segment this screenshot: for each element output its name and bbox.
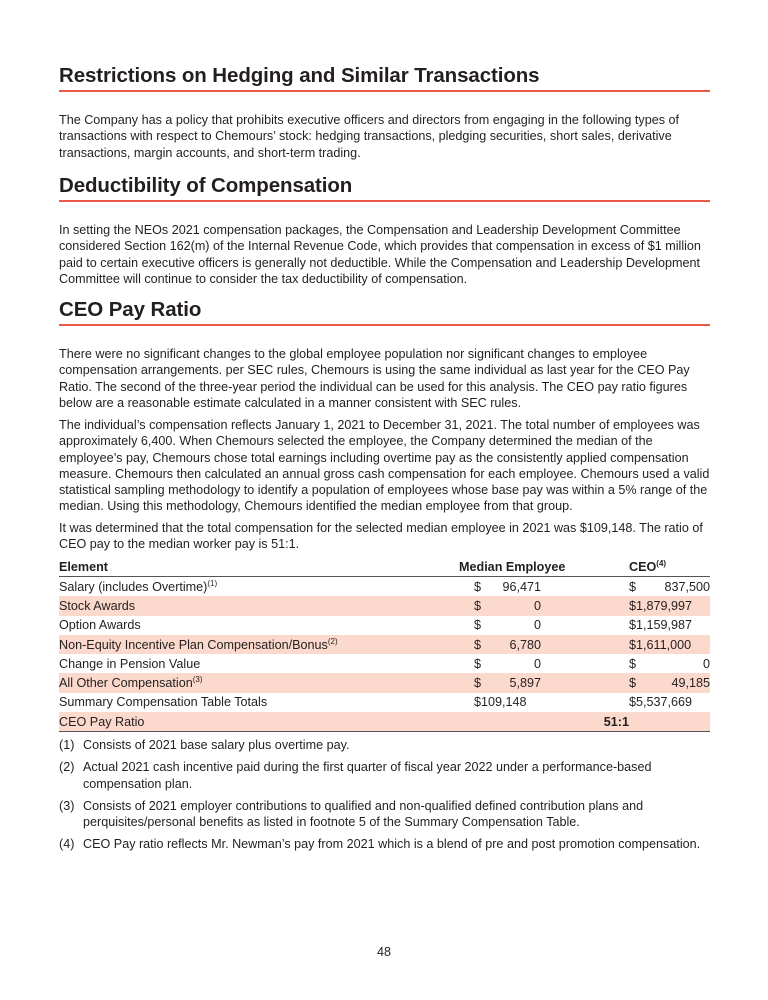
row-element-label: Non-Equity Incentive Plan Compensation/Bonus bbox=[59, 637, 328, 652]
median-currency: $ bbox=[474, 579, 482, 594]
median-currency: $ bbox=[474, 676, 482, 691]
ceo-currency: $ bbox=[629, 598, 637, 613]
ceo-value: 1,611,000 bbox=[636, 637, 692, 652]
row-ceo-cell bbox=[629, 673, 710, 692]
row-element-cell bbox=[59, 693, 459, 712]
table-row bbox=[59, 616, 710, 635]
ceo-value: 837,500 bbox=[664, 579, 710, 594]
table-body bbox=[59, 577, 710, 732]
ceo-value: 0 bbox=[702, 656, 710, 671]
ceo-value: 1,159,987 bbox=[636, 618, 693, 633]
median-currency: $ bbox=[474, 656, 482, 671]
deductibility-paragraph: In setting the NEOs 2021 compensation packages, the Compensation and Leadership Development Committee considered Section 162(m) of the Internal Revenue Code, which provides that compensation in excess of $1 million paid to certain executive officers is generally not deductible. While the Compensation and Leadership Development Committee will continue to consider the tax deductibility of compensation. bbox=[59, 223, 701, 286]
row-median-cell bbox=[459, 596, 629, 615]
table-row bbox=[59, 673, 710, 692]
row-ceo-cell bbox=[629, 693, 710, 712]
row-element-label: Summary Compensation Table Totals bbox=[59, 695, 268, 710]
row-element-label: Stock Awards bbox=[59, 598, 136, 613]
ratio-empty-cell bbox=[629, 712, 710, 732]
footnote-item bbox=[59, 798, 710, 831]
column-header-ceo bbox=[629, 556, 710, 577]
footnote-text: Consists of 2021 employer contributions to qualified and non-qualified defined contribution plans and perquisites/personal benefits as listed in footnote 5 of the Summary Compensation Table. bbox=[83, 798, 644, 830]
median-value: 6,780 bbox=[509, 637, 541, 652]
footnote-text: Actual 2021 cash incentive paid during the first quarter of fiscal year 2022 under a performance-based compensation plan. bbox=[83, 760, 652, 791]
footnote-item bbox=[59, 759, 710, 792]
column-header-median-employee: Median Employee bbox=[459, 556, 629, 577]
row-element-cell bbox=[59, 616, 459, 635]
table-row bbox=[59, 654, 710, 673]
row-median-cell bbox=[459, 616, 629, 635]
row-footnote-ref: (2) bbox=[327, 636, 338, 646]
row-element-label: All Other Compensation bbox=[59, 676, 193, 691]
row-median-cell bbox=[459, 654, 629, 673]
row-median-cell bbox=[459, 635, 629, 654]
row-ceo-cell bbox=[629, 654, 710, 673]
median-value: 0 bbox=[533, 618, 541, 633]
footnote-number: (2) bbox=[59, 760, 75, 775]
section-heading-deductibility: Deductibility of Compensation bbox=[59, 174, 710, 202]
footnote-text: CEO Pay ratio reflects Mr. Newman’s pay from 2021 which is a blend of pre and post promotion compensation. bbox=[83, 837, 701, 852]
page-number: 48 bbox=[376, 945, 391, 959]
median-currency: $ bbox=[474, 695, 482, 710]
ceo-pay-ratio-paragraph-3: It was determined that the total compensation for the selected median employee in 2021 was $109,148. The ratio of CEO pay to the median worker pay is 51:1. bbox=[59, 521, 703, 552]
table-row bbox=[59, 693, 710, 712]
row-median-cell bbox=[459, 693, 629, 712]
footnote-text: Consists of 2021 base salary plus overtime pay. bbox=[83, 738, 350, 752]
row-element-cell bbox=[59, 673, 459, 692]
row-median-cell bbox=[459, 577, 629, 597]
row-footnote-ref: (1) bbox=[207, 578, 218, 588]
ceo-currency: $ bbox=[629, 637, 637, 652]
column-header-element: Element bbox=[59, 556, 459, 577]
ceo-currency: $ bbox=[629, 656, 637, 671]
table-row bbox=[59, 577, 710, 597]
section-heading-ceo-pay-ratio: CEO Pay Ratio bbox=[59, 298, 710, 326]
ceo-currency: $ bbox=[629, 695, 637, 710]
median-currency: $ bbox=[474, 618, 482, 633]
footnote-number: (1) bbox=[59, 738, 75, 752]
table-row bbox=[59, 635, 710, 654]
median-value: 5,897 bbox=[509, 676, 541, 691]
median-value: 0 bbox=[533, 598, 541, 613]
footnote-number: (3) bbox=[59, 798, 75, 813]
row-element-cell bbox=[59, 654, 459, 673]
ceo-currency: $ bbox=[629, 618, 637, 633]
table-header-row bbox=[59, 556, 710, 577]
ceo-pay-ratio-paragraph-1: There were no significant changes to the global employee population nor significant changes to employee compensation arrangements. per SEC rules, Chemours is using the same individual as last year for the CEO Pay Ratio. The second of the three-year period the individual can be used for this analysis. The CEO pay ratio figures below are a reasonable estimate calculated in a manner consistent with SEC rules. bbox=[59, 347, 690, 410]
ceo-pay-ratio-paragraph-2: The individual’s compensation reflects January 1, 2021 to December 31, 2021. The total number of employees was approximately 6,400. When Chemours selected the employee, the Company determined the median of the employee’s pay, Chemours chose total earnings including overtime pay as the consistently applied compensation measure. Chemours then calculated an annual gross cash compensation for each employee. Chemours used a valid statistical sampling methodology to identify a population of employees whose base pay was within a 5% range of the median. Using this methodology, Chemours identified the median employee from that group. bbox=[59, 418, 710, 514]
row-element-label: Option Awards bbox=[59, 618, 141, 633]
ceo-header-label: CEO bbox=[629, 560, 657, 574]
median-currency: $ bbox=[474, 598, 482, 613]
median-value: 96,471 bbox=[502, 579, 541, 594]
ceo-currency: $ bbox=[629, 676, 637, 691]
ratio-value: 51:1 bbox=[459, 712, 629, 732]
row-ceo-cell bbox=[629, 577, 710, 597]
hedging-paragraph: The Company has a policy that prohibits executive officers and directors from engaging in the following types of transactions with respect to Chemours’ stock: hedging transactions, pledging securities, short sales, derivative transactions, margin accounts, and short-term trading. bbox=[59, 113, 679, 160]
ceo-value: 5,537,669 bbox=[636, 695, 693, 710]
median-value: 0 bbox=[533, 656, 541, 671]
row-median-cell bbox=[459, 673, 629, 692]
row-element-cell bbox=[59, 577, 459, 597]
row-element-cell bbox=[59, 635, 459, 654]
footnotes-list bbox=[59, 737, 710, 859]
footnote-item bbox=[59, 836, 710, 852]
row-element-cell bbox=[59, 596, 459, 615]
ceo-currency: $ bbox=[629, 579, 637, 594]
ceo-value: 49,185 bbox=[671, 676, 710, 691]
row-footnote-ref: (3) bbox=[192, 674, 203, 684]
median-value: 109,148 bbox=[481, 695, 527, 710]
row-ceo-cell bbox=[629, 635, 710, 654]
table-row-ceo-pay-ratio bbox=[59, 712, 710, 732]
section-heading-hedging: Restrictions on Hedging and Similar Transactions bbox=[59, 64, 710, 92]
row-element-label: Salary (includes Overtime) bbox=[59, 579, 208, 594]
table-row bbox=[59, 596, 710, 615]
median-currency: $ bbox=[474, 637, 482, 652]
ceo-pay-ratio-table bbox=[59, 556, 710, 732]
ceo-value: 1,879,997 bbox=[636, 598, 693, 613]
row-ceo-cell bbox=[629, 596, 710, 615]
ratio-label: CEO Pay Ratio bbox=[59, 712, 459, 732]
footnote-item bbox=[59, 737, 710, 753]
ceo-header-footnote-ref: (4) bbox=[656, 558, 667, 568]
footnote-number: (4) bbox=[59, 837, 75, 852]
row-ceo-cell bbox=[629, 616, 710, 635]
row-element-label: Change in Pension Value bbox=[59, 656, 201, 671]
